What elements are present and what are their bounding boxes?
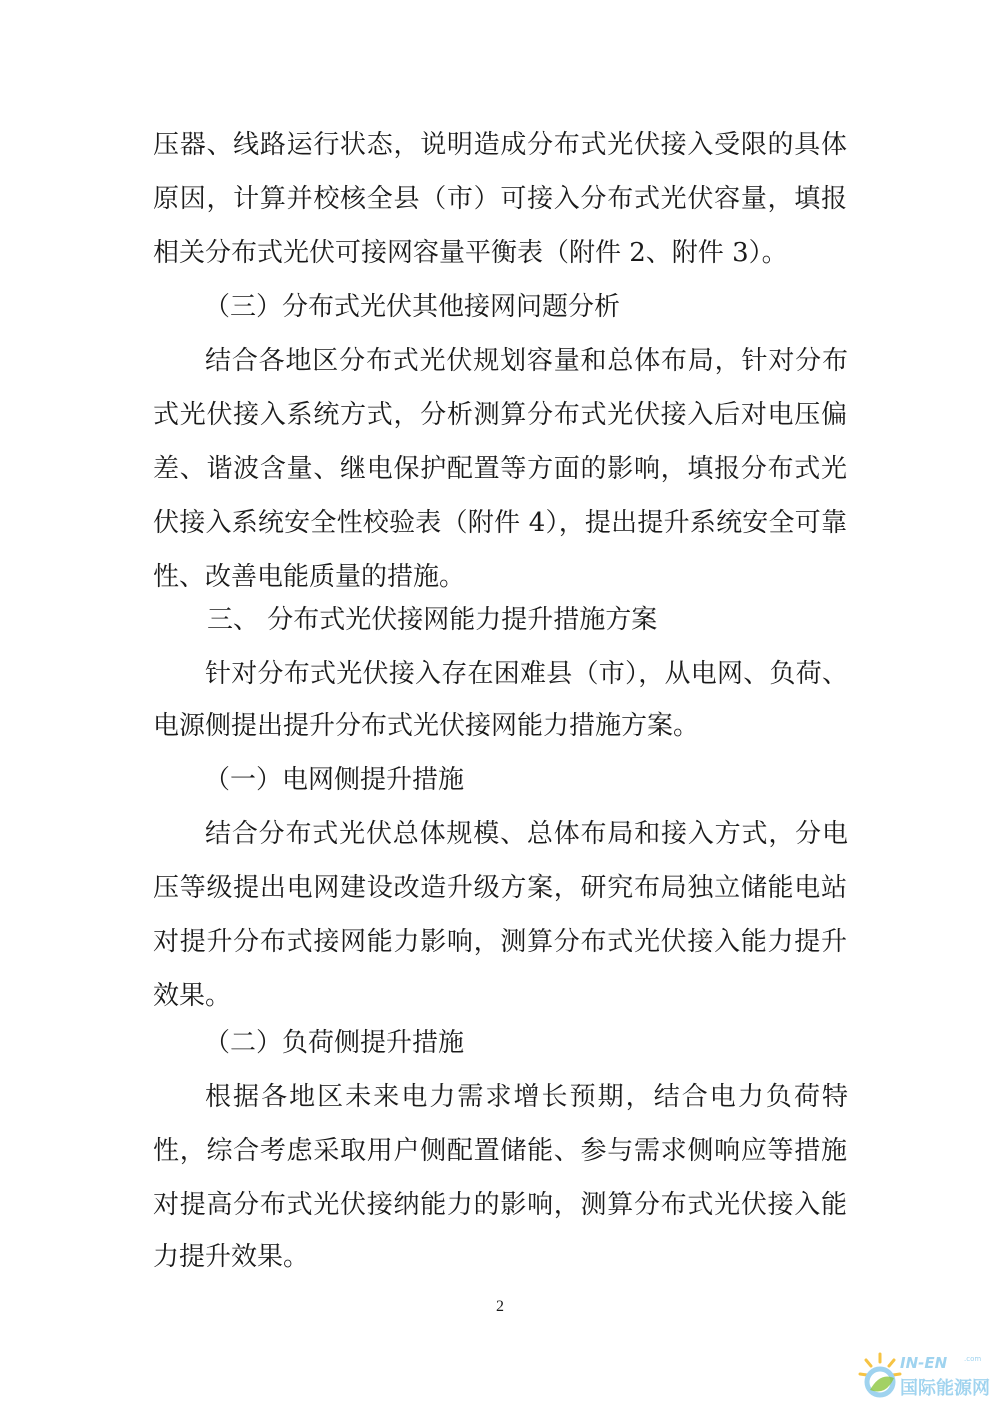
body-line: 结合各地区分布式光伏规划容量和总体布局，针对分布 bbox=[205, 346, 848, 376]
body-line: 伏接入系统安全性校验表（附件 4），提出提升系统安全可靠 bbox=[153, 508, 847, 538]
watermark-name: 国际能源网 bbox=[900, 1378, 990, 1399]
watermark-tld: .com bbox=[964, 1355, 982, 1363]
body-line: 式光伏接入系统方式，分析测算分布式光伏接入后对电压偏 bbox=[153, 400, 847, 430]
body-line: 力提升效果。 bbox=[153, 1242, 310, 1272]
section-heading-1: （一）电网侧提升措施 bbox=[204, 765, 465, 795]
body-line: 效果。 bbox=[153, 981, 232, 1011]
sun-rays-icon bbox=[860, 1354, 900, 1375]
body-line: 根据各地区未来电力需求增长预期，结合电力负荷特 bbox=[205, 1082, 848, 1112]
body-line: 性、改善电能质量的措施。 bbox=[153, 562, 466, 592]
watermark bbox=[858, 1348, 998, 1410]
body-line: 结合分布式光伏总体规模、总体布局和接入方式，分电 bbox=[205, 819, 848, 849]
body-line: 相关分布式光伏可接网容量平衡表（附件 2、附件 3）。 bbox=[153, 238, 788, 268]
body-line: 对提升分布式接网能力影响，测算分布式光伏接入能力提升 bbox=[153, 927, 847, 957]
body-line: 差、谐波含量、继电保护配置等方面的影响，填报分布式光 bbox=[153, 454, 847, 484]
body-line: 性，综合考虑采取用户侧配置储能、参与需求侧响应等措施 bbox=[153, 1136, 847, 1166]
section-heading-2: （二）负荷侧提升措施 bbox=[204, 1028, 465, 1058]
body-line: 压等级提出电网建设改造升级方案，研究布局独立储能电站 bbox=[153, 873, 847, 903]
page-number: 2 bbox=[496, 1298, 504, 1315]
body-line: 针对分布式光伏接入存在困难县（市），从电网、负荷、 bbox=[205, 659, 848, 689]
body-line: 原因，计算并校核全县（市）可接入分布式光伏容量，填报 bbox=[153, 184, 847, 214]
chapter-heading: 三、 分布式光伏接网能力提升措施方案 bbox=[207, 605, 658, 635]
section-heading-3: （三）分布式光伏其他接网问题分析 bbox=[204, 292, 621, 322]
in-en-logo-icon bbox=[858, 1352, 902, 1404]
body-line: 电源侧提出提升分布式光伏接网能力措施方案。 bbox=[153, 711, 700, 741]
watermark-domain: IN-EN bbox=[900, 1354, 948, 1372]
body-line: 对提高分布式光伏接纳能力的影响，测算分布式光伏接入能 bbox=[153, 1190, 847, 1220]
body-line: 压器、线路运行状态，说明造成分布式光伏接入受限的具体 bbox=[153, 130, 847, 160]
